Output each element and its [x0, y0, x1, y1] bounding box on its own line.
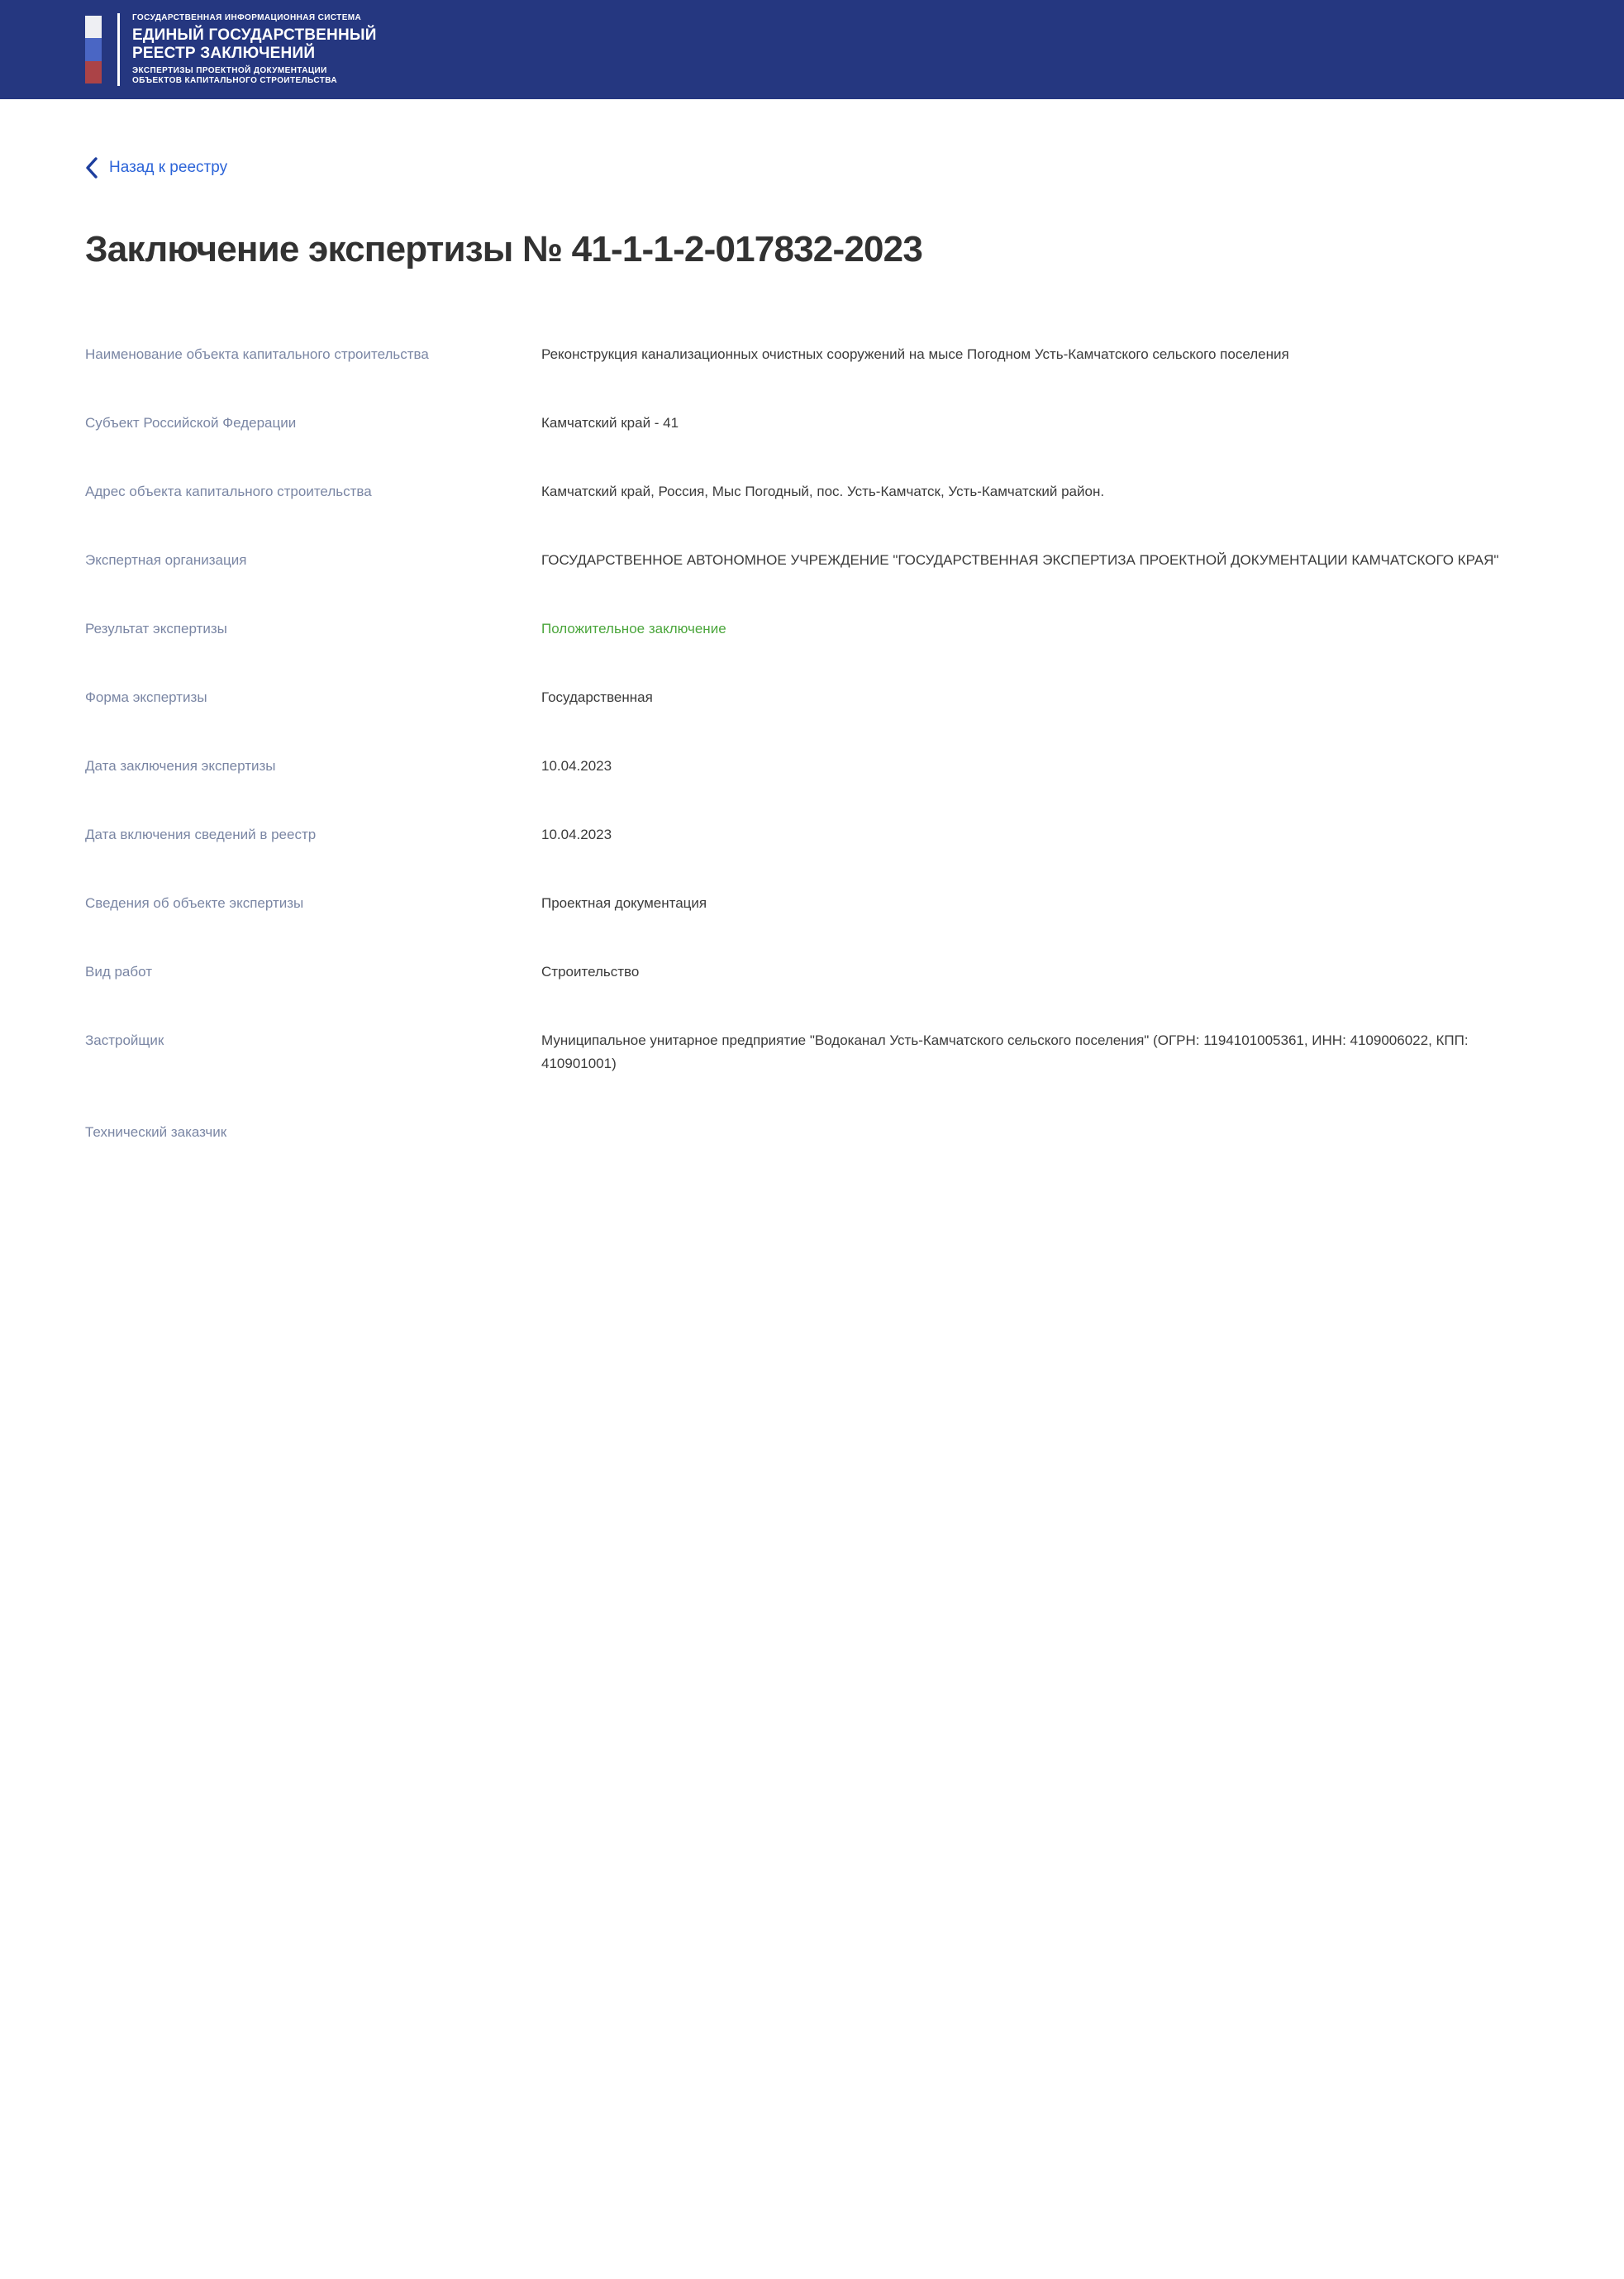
- logo-text: [132, 13, 377, 86]
- flag-red-stripe: [85, 61, 102, 83]
- detail-label: Субъект Российской Федерации: [85, 415, 297, 431]
- russian-flag-icon: [85, 16, 102, 83]
- detail-row: [85, 549, 1539, 572]
- detail-row: [85, 686, 1539, 709]
- detail-row: [85, 412, 1539, 435]
- logo-subtitle-bottom1: ЭКСПЕРТИЗЫ ПРОЕКТНОЙ ДОКУМЕНТАЦИИ: [132, 66, 327, 75]
- detail-value: Камчатский край, Россия, Мыс Погодный, пос. Усть-Камчатск, Усть-Камчатский район.: [541, 484, 1105, 499]
- app-header: [0, 0, 1624, 99]
- detail-label: Вид работ: [85, 964, 152, 980]
- detail-value: Строительство: [541, 964, 640, 980]
- chevron-left-icon: [85, 157, 98, 179]
- detail-label: Адрес объекта капитального строительства: [85, 484, 372, 499]
- detail-row: [85, 480, 1539, 503]
- detail-value: 10.04.2023: [541, 827, 612, 842]
- detail-label: Сведения об объекте экспертизы: [85, 895, 304, 911]
- detail-label: Технический заказчик: [85, 1124, 227, 1140]
- logo-divider: [117, 13, 120, 86]
- main-content: [0, 99, 1624, 1243]
- egrz-logo[interactable]: [85, 13, 377, 86]
- detail-value: Муниципальное унитарное предприятие "Водоканал Усть-Камчатского сельского поселения" (ОГРН: 1194101005361, ИНН: 4109006022, КПП: 410901001): [541, 1032, 1469, 1071]
- detail-value: Камчатский край - 41: [541, 415, 679, 431]
- logo-title-line1: ЕДИНЫЙ ГОСУДАРСТВЕННЫЙ: [132, 26, 377, 44]
- detail-row: [85, 617, 1539, 641]
- detail-value: Государственная: [541, 689, 653, 705]
- detail-label: Форма экспертизы: [85, 689, 207, 705]
- flag-blue-stripe: [85, 38, 102, 60]
- detail-value: Реконструкция канализационных очистных сооружений на мысе Погодном Усть-Камчатского сельского поселения: [541, 346, 1289, 362]
- detail-row: [85, 343, 1539, 366]
- detail-label: Дата заключения экспертизы: [85, 758, 276, 774]
- detail-value: ГОСУДАРСТВЕННОЕ АВТОНОМНОЕ УЧРЕЖДЕНИЕ "ГОСУДАРСТВЕННАЯ ЭКСПЕРТИЗА ПРОЕКТНОЙ ДОКУМЕНТАЦИИ КАМЧАТСКОГО КРАЯ": [541, 552, 1499, 568]
- logo-subtitle-bottom2: ОБЪЕКТОВ КАПИТАЛЬНОГО СТРОИТЕЛЬСТВА: [132, 76, 337, 85]
- detail-label: Результат экспертизы: [85, 621, 227, 636]
- detail-row: [85, 1121, 1539, 1144]
- detail-value: Проектная документация: [541, 895, 707, 911]
- detail-row: [85, 823, 1539, 846]
- page-title: Заключение экспертизы № 41-1-1-2-017832-2023: [85, 229, 923, 269]
- detail-row: [85, 1029, 1539, 1075]
- detail-label: Застройщик: [85, 1032, 164, 1048]
- detail-label: Экспертная организация: [85, 552, 247, 568]
- detail-value-positive: Положительное заключение: [541, 621, 726, 636]
- detail-row: [85, 961, 1539, 984]
- detail-row: [85, 892, 1539, 915]
- detail-row: [85, 755, 1539, 778]
- back-to-registry-link[interactable]: [85, 155, 227, 180]
- detail-label: Наименование объекта капитального строительства: [85, 346, 429, 362]
- detail-label: Дата включения сведений в реестр: [85, 827, 317, 842]
- conclusion-details: [85, 343, 1539, 1243]
- flag-white-stripe: [85, 16, 102, 38]
- logo-subtitle-top: ГОСУДАРСТВЕННАЯ ИНФОРМАЦИОННАЯ СИСТЕМА: [132, 13, 362, 22]
- back-link-label: Назад к реестру: [109, 159, 228, 176]
- detail-value: 10.04.2023: [541, 758, 612, 774]
- logo-title-line2: РЕЕСТР ЗАКЛЮЧЕНИЙ: [132, 45, 316, 62]
